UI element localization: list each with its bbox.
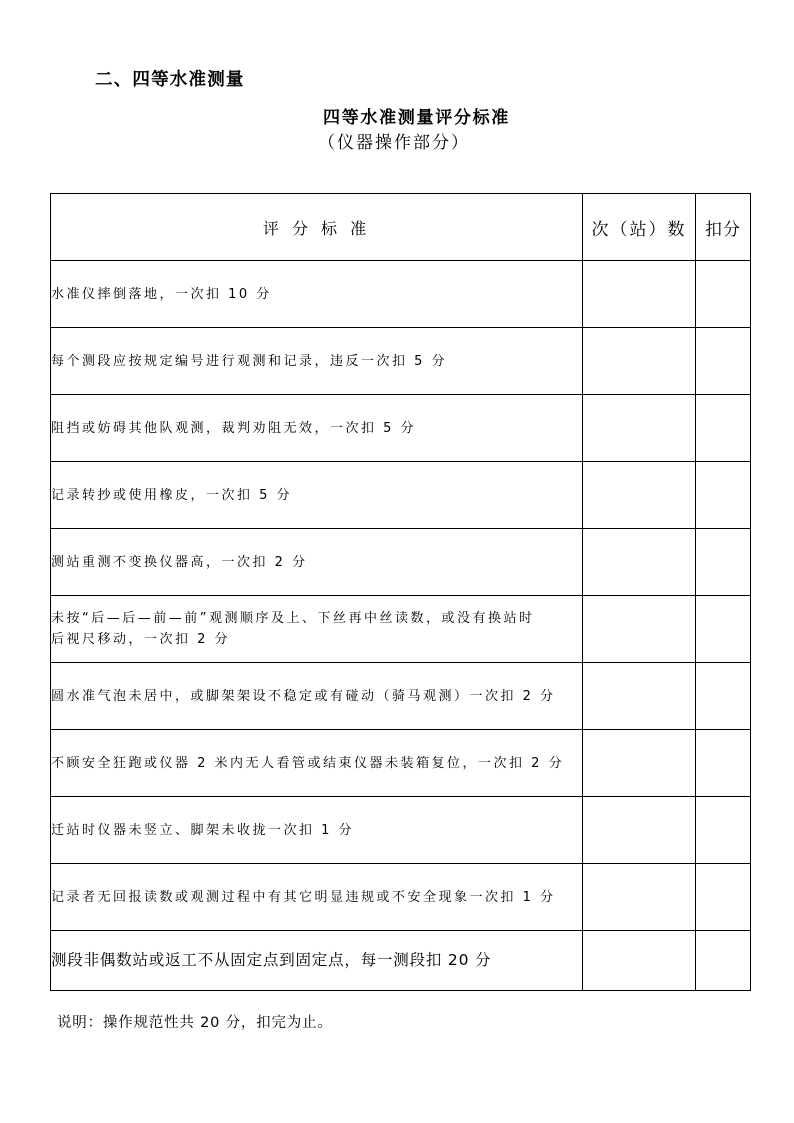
criterion-text: 迁站时仪器未竖立、脚架未收拢一次扣 1 分 xyxy=(51,822,355,838)
table-row xyxy=(51,462,751,529)
table-row xyxy=(51,529,751,596)
criterion-cell xyxy=(51,730,583,797)
criterion-text: 阻挡或妨碍其他队观测，裁判劝阻无效，一次扣 5 分 xyxy=(51,420,417,436)
count-cell xyxy=(583,864,696,931)
table-row xyxy=(51,931,751,991)
count-cell xyxy=(583,730,696,797)
table-row xyxy=(51,864,751,931)
scoring-table xyxy=(50,193,751,991)
header-deduction: 扣分 xyxy=(696,194,751,261)
count-cell xyxy=(583,462,696,529)
deduction-cell xyxy=(696,596,751,663)
deduction-cell xyxy=(696,261,751,328)
header-criteria: 评 分 标 准 xyxy=(51,194,583,261)
table-row xyxy=(51,328,751,395)
criterion-text: 每个测段应按规定编号进行观测和记录，违反一次扣 5 分 xyxy=(51,353,448,369)
header-station-count: 次（站）数 xyxy=(583,194,696,261)
table-header-row xyxy=(51,194,751,261)
criterion-text: 测站重测不变换仪器高，一次扣 2 分 xyxy=(51,554,308,570)
count-cell xyxy=(583,663,696,730)
deduction-cell xyxy=(696,328,751,395)
count-cell xyxy=(583,529,696,596)
criterion-cell xyxy=(51,328,583,395)
deduction-cell xyxy=(696,797,751,864)
criterion-cell xyxy=(51,797,583,864)
criterion-text-line-1: 未按“后—后—前—前”观测顺序及上、下丝再中丝读数，或没有换站时 xyxy=(51,611,535,626)
table-row xyxy=(51,663,751,730)
criterion-cell xyxy=(51,462,583,529)
count-cell xyxy=(583,328,696,395)
criterion-cell xyxy=(51,663,583,730)
criterion-text-line-2: 后视尺移动，一次扣 2 分 xyxy=(51,632,231,647)
count-cell xyxy=(583,596,696,663)
deduction-cell xyxy=(696,395,751,462)
criterion-text: 记录转抄或使用橡皮，一次扣 5 分 xyxy=(51,487,293,503)
count-cell xyxy=(583,395,696,462)
table-row xyxy=(51,596,751,663)
criterion-text: 圆水准气泡未居中，或脚架架设不稳定或有碰动（骑马观测）一次扣 2 分 xyxy=(51,688,556,704)
deduction-cell xyxy=(696,931,751,991)
criterion-cell xyxy=(51,931,583,991)
deduction-cell xyxy=(696,730,751,797)
count-cell xyxy=(583,261,696,328)
deduction-cell xyxy=(696,663,751,730)
section-heading: 二、四等水准测量 xyxy=(95,70,245,90)
criterion-cell xyxy=(51,529,583,596)
deduction-cell xyxy=(696,864,751,931)
deduction-cell xyxy=(696,462,751,529)
footnote: 说明：操作规范性共 20 分，扣完为止。 xyxy=(57,1015,333,1031)
count-cell xyxy=(583,931,696,991)
criterion-text: 不顾安全狂跑或仪器 2 米内无人看管或结束仪器未装箱复位，一次扣 2 分 xyxy=(51,755,565,771)
table-row xyxy=(51,261,751,328)
criterion-text: 记录者无回报读数或观测过程中有其它明显违规或不安全现象一次扣 1 分 xyxy=(51,889,556,905)
table-row xyxy=(51,797,751,864)
document-title: 四等水准测量评分标准 xyxy=(323,108,510,128)
criterion-text: 水准仪摔倒落地，一次扣 10 分 xyxy=(51,286,272,302)
table-row xyxy=(51,395,751,462)
table-row xyxy=(51,730,751,797)
criterion-cell xyxy=(51,596,583,663)
criterion-cell xyxy=(51,395,583,462)
document-subtitle: （仪器操作部分） xyxy=(318,133,470,153)
criterion-text: 测段非偶数站或返工不从固定点到固定点，每一测段扣 20 分 xyxy=(51,951,492,969)
criterion-cell xyxy=(51,261,583,328)
criterion-cell xyxy=(51,864,583,931)
deduction-cell xyxy=(696,529,751,596)
count-cell xyxy=(583,797,696,864)
